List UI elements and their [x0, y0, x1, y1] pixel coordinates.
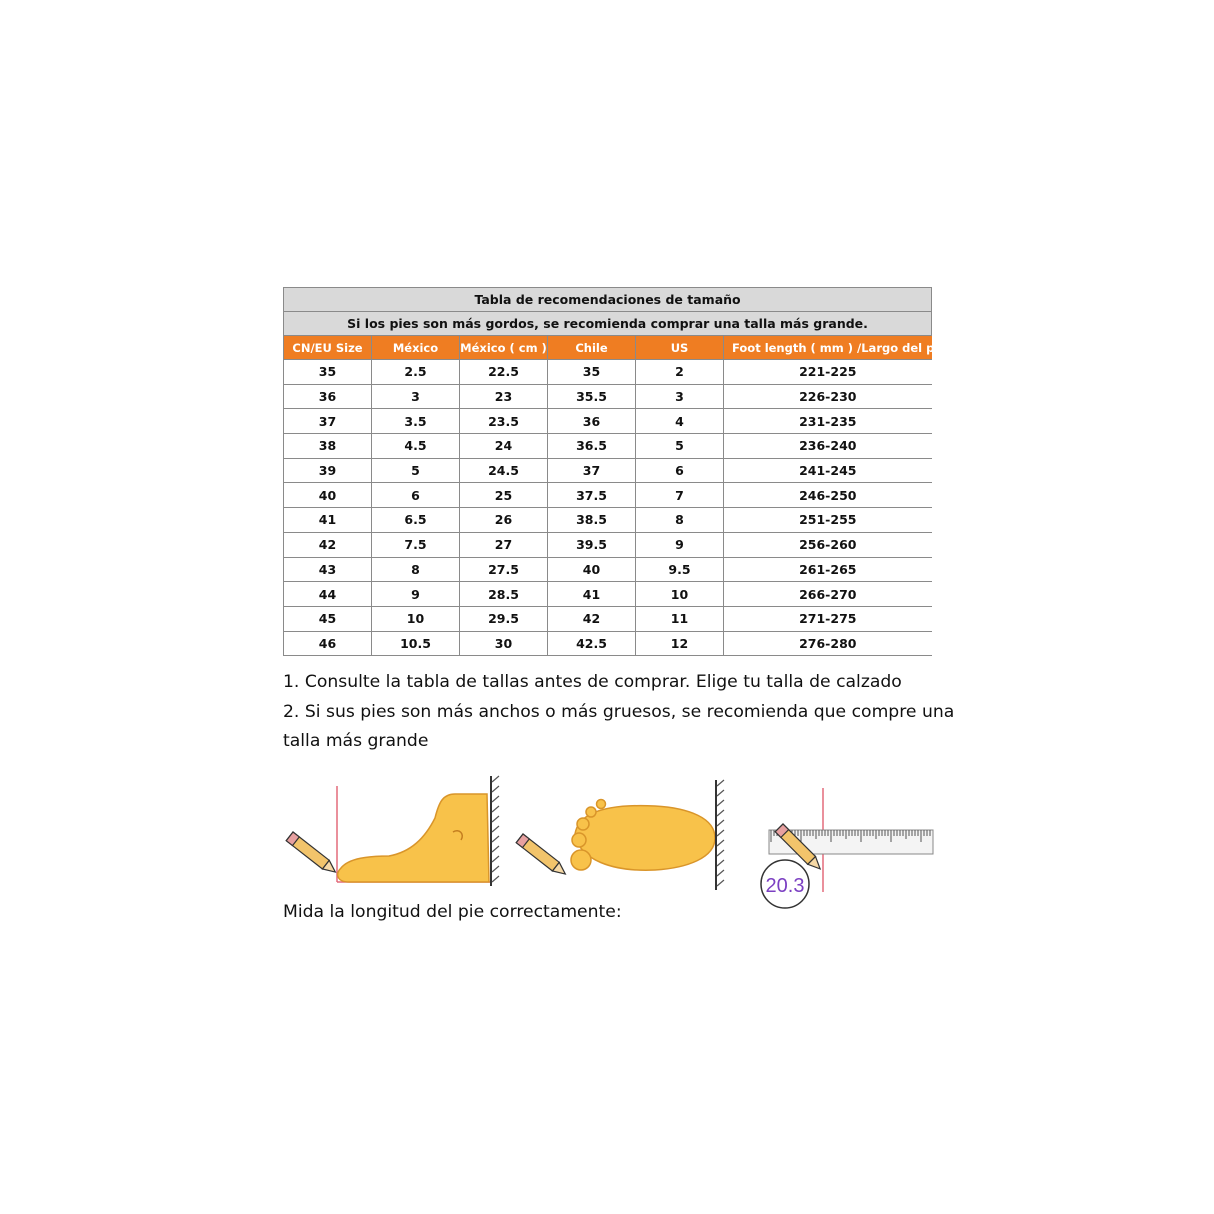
table-cell: 6 — [636, 458, 724, 483]
table-cell: 39.5 — [548, 532, 636, 557]
table-cell: 41 — [548, 582, 636, 607]
table-cell: 37 — [548, 458, 636, 483]
table-cell: 35 — [548, 360, 636, 385]
table-cell: 37.5 — [548, 483, 636, 508]
size-table — [283, 287, 981, 656]
header-us: US — [636, 336, 724, 360]
table-cell: 40 — [284, 483, 372, 508]
table-row — [284, 434, 932, 459]
table-cell: 261-265 — [724, 557, 932, 582]
table-cell: 36 — [548, 409, 636, 434]
foot-top-icon — [575, 806, 715, 871]
pencil-icon — [516, 834, 568, 878]
table-cell: 26 — [460, 508, 548, 533]
table-cell: 37 — [284, 409, 372, 434]
table-cell: 266-270 — [724, 582, 932, 607]
table-subtitle: Si los pies son más gordos, se recomienda comprar una talla más grande. — [284, 312, 932, 336]
size-chart — [283, 287, 981, 656]
measurement-illustration — [283, 772, 933, 912]
table-cell: 6 — [372, 483, 460, 508]
table-cell: 35 — [284, 360, 372, 385]
table-cell: 9 — [636, 532, 724, 557]
foot-top-panel — [516, 780, 724, 890]
instructions — [283, 668, 955, 757]
table-cell: 10 — [636, 582, 724, 607]
table-row — [284, 631, 932, 656]
table-cell: 2 — [636, 360, 724, 385]
table-row — [284, 483, 932, 508]
table-cell: 231-235 — [724, 409, 932, 434]
table-cell: 4.5 — [372, 434, 460, 459]
table-row — [284, 384, 932, 409]
pencil-icon — [286, 832, 338, 876]
table-cell: 236-240 — [724, 434, 932, 459]
wall-icon — [491, 776, 499, 886]
instruction-line-2: 2. Si sus pies son más anchos o más gruesos, se recomienda que compre una — [283, 701, 955, 722]
table-cell: 251-255 — [724, 508, 932, 533]
foot-side-icon — [338, 794, 489, 882]
table-cell: 42.5 — [548, 631, 636, 656]
table-cell: 8 — [372, 557, 460, 582]
table-row — [284, 360, 932, 385]
table-cell: 9.5 — [636, 557, 724, 582]
table-cell: 12 — [636, 631, 724, 656]
table-cell: 276-280 — [724, 631, 932, 656]
table-cell: 226-230 — [724, 384, 932, 409]
table-cell: 24 — [460, 434, 548, 459]
table-cell: 29.5 — [460, 606, 548, 631]
table-cell: 241-245 — [724, 458, 932, 483]
table-cell: 5 — [372, 458, 460, 483]
table-cell: 22.5 — [460, 360, 548, 385]
table-cell: 27.5 — [460, 557, 548, 582]
table-cell: 40 — [548, 557, 636, 582]
header-cn-eu: CN/EU Size — [284, 336, 372, 360]
table-row — [284, 606, 932, 631]
header-mexico-cm: México ( cm ) — [460, 336, 548, 360]
table-cell: 10 — [372, 606, 460, 631]
table-cell: 24.5 — [460, 458, 548, 483]
table-cell: 42 — [284, 532, 372, 557]
table-cell: 9 — [372, 582, 460, 607]
table-cell: 256-260 — [724, 532, 932, 557]
table-row — [284, 557, 932, 582]
table-cell: 43 — [284, 557, 372, 582]
table-cell: 246-250 — [724, 483, 932, 508]
table-title: Tabla de recomendaciones de tamaño — [284, 288, 932, 312]
table-cell: 7 — [636, 483, 724, 508]
table-cell: 30 — [460, 631, 548, 656]
header-chile: Chile — [548, 336, 636, 360]
table-row — [284, 532, 932, 557]
table-cell: 3 — [372, 384, 460, 409]
table-row — [284, 508, 932, 533]
table-cell: 23.5 — [460, 409, 548, 434]
table-row — [284, 458, 932, 483]
instruction-line-1: 1. Consulte la tabla de tallas antes de comprar. Elige tu talla de calzado — [283, 672, 902, 692]
table-cell: 35.5 — [548, 384, 636, 409]
header-foot-length: Foot length ( mm ) /Largo del pie(mm) — [724, 336, 932, 360]
wall-icon — [716, 780, 724, 890]
table-cell: 36 — [284, 384, 372, 409]
table-cell: 2.5 — [372, 360, 460, 385]
table-cell: 36.5 — [548, 434, 636, 459]
table-cell: 8 — [636, 508, 724, 533]
table-cell: 271-275 — [724, 606, 932, 631]
table-cell: 42 — [548, 606, 636, 631]
header-mexico: México — [372, 336, 460, 360]
table-cell: 25 — [460, 483, 548, 508]
table-cell: 27 — [460, 532, 548, 557]
measure-instruction: Mida la longitud del pie correctamente: — [283, 902, 622, 922]
table-cell: 3.5 — [372, 409, 460, 434]
table-cell: 6.5 — [372, 508, 460, 533]
table-cell: 44 — [284, 582, 372, 607]
table-cell: 39 — [284, 458, 372, 483]
table-cell: 4 — [636, 409, 724, 434]
table-cell: 28.5 — [460, 582, 548, 607]
table-header-row — [284, 336, 932, 360]
table-cell: 11 — [636, 606, 724, 631]
table-cell: 46 — [284, 631, 372, 656]
table-row — [284, 582, 932, 607]
table-row — [284, 409, 932, 434]
table-cell: 3 — [636, 384, 724, 409]
ruler-reading: 20.3 — [765, 875, 805, 897]
table-cell: 38 — [284, 434, 372, 459]
instruction-line-3: talla más grande — [283, 731, 429, 751]
table-cell: 23 — [460, 384, 548, 409]
foot-side-panel — [286, 776, 499, 886]
table-cell: 10.5 — [372, 631, 460, 656]
table-cell: 221-225 — [724, 360, 932, 385]
table-cell: 5 — [636, 434, 724, 459]
table-cell: 41 — [284, 508, 372, 533]
table-cell: 45 — [284, 606, 372, 631]
table-cell: 38.5 — [548, 508, 636, 533]
table-cell: 7.5 — [372, 532, 460, 557]
ruler-panel — [761, 788, 933, 908]
